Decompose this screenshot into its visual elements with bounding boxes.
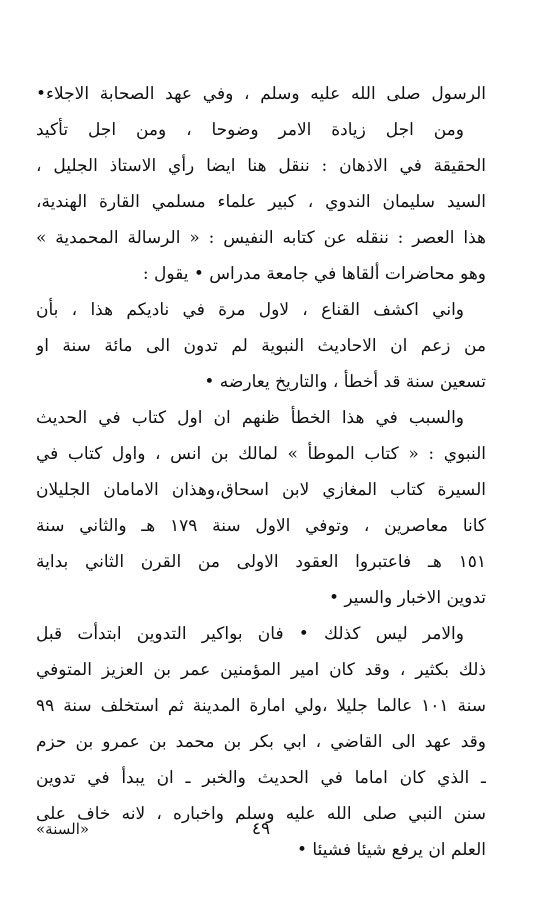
text-line: العلم ان يرفع شيئا فشيئا • bbox=[296, 840, 486, 860]
page-number: ٤٩ bbox=[251, 819, 271, 839]
text-line: والسبب في هذا الخطأ ظنهم ان اول كتاب في الحديث bbox=[36, 408, 464, 428]
text-line: سنة ١٠١ عالما جليلا ،ولي امارة المدينة ثم استخلف سنة ٩٩ bbox=[36, 696, 486, 716]
text-line: الحقيقة في الاذهان : ننقل هنا ايضا رأي الاستاذ الجليل ، bbox=[36, 156, 486, 176]
text-line: ومن اجل زيادة الامر وضوحا ، ومن اجل تأكيد bbox=[36, 120, 464, 140]
text-line: الرسول صلى الله عليه وسلم ، وفي عهد الصحابة الاجلاء• bbox=[36, 84, 486, 104]
text-line: ـ الذي كان اماما في الحديث والخبر ـ ان يبدأ في تدوين bbox=[36, 768, 486, 788]
text-line: وهو محاضرات ألقاها في جامعة مدراس • يقول : bbox=[142, 264, 486, 284]
text-line: من زعم ان الاحاديث النبوية لم تدون الى مائة سنة او bbox=[36, 336, 486, 356]
text-line: تسعين سنة قد أخطأ ، والتاريخ يعارضه • bbox=[204, 372, 486, 392]
text-line: واني اكشف القناع ، لاول مرة في ناديكم هذا ، بأن bbox=[36, 300, 464, 320]
text-line: كانا معاصرين ، وتوفي الاول سنة ١٧٩ هـ والثاني سنة bbox=[36, 516, 486, 536]
text-line: سنن النبي صلى الله عليه وسلم واخباره ، لانه خاف على bbox=[36, 804, 486, 824]
text-line: النبوي : « كتاب الموطأ » لمالك بن انس ، واول كتاب في bbox=[36, 444, 486, 464]
text-line: هذا العصر : ننقله عن كتابه النفيس : « الرسالة المحمدية » bbox=[36, 228, 486, 248]
text-line: وقد عهد الى القاضي ، ابي بكر بن محمد بن عمرو بن حزم bbox=[36, 732, 486, 752]
text-line: تدوين الاخبار والسير • bbox=[328, 588, 486, 608]
text-line: ١٥١ هـ فاعتبروا العقود الاولى من القرن الثاني بداية bbox=[36, 552, 486, 572]
body-text bbox=[36, 76, 486, 868]
text-line: السيرة كتاب المغازي لابن اسحاق،وهذان الامامان الجليلان bbox=[36, 480, 486, 500]
text-line: السيد سليمان الندوي ، كبير علماء مسلمي القارة الهندية، bbox=[36, 192, 486, 212]
running-title: «السنة» bbox=[36, 820, 90, 838]
text-line: ذلك بكثير ، وقد كان امير المؤمنين عمر بن العزيز المتوفي bbox=[36, 660, 486, 680]
text-line: والامر ليس كذلك • فان بواكير التدوين ابتدأت قبل bbox=[36, 624, 464, 644]
page-footer bbox=[36, 814, 486, 844]
